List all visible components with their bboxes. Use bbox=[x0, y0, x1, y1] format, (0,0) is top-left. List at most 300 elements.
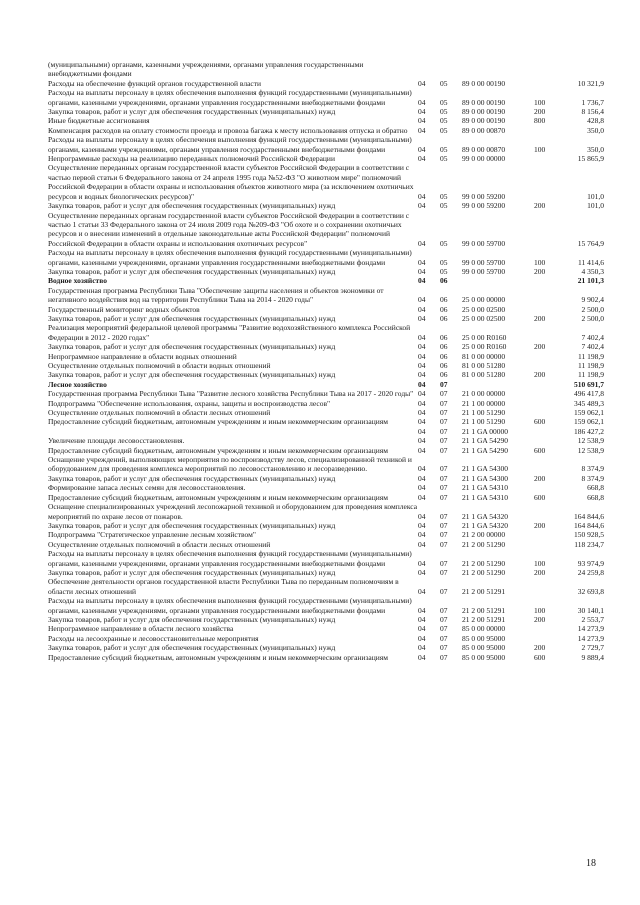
target-article-cell: 21 2 00 51291 bbox=[462, 586, 506, 596]
amount-cell: 11 198,9 bbox=[578, 361, 604, 370]
section-code-cell: 04 bbox=[418, 605, 426, 615]
target-article-cell: 89 0 00 00190 bbox=[462, 107, 506, 117]
target-article-cell: 25 0 00 R0160 bbox=[462, 342, 507, 352]
subsection-code-cell: 05 bbox=[440, 125, 448, 135]
target-article-cell: 99 0 00 59700 bbox=[462, 257, 506, 267]
table-row bbox=[48, 521, 604, 530]
expense-name-cell: Расходы на обеспечение функций органов государственной власти bbox=[48, 78, 262, 88]
expense-type-cell bbox=[534, 389, 560, 398]
table-row bbox=[48, 634, 604, 643]
section-code-cell: 04 bbox=[418, 473, 426, 483]
subsection-code-cell: 05 bbox=[440, 116, 448, 126]
expense-name-cell: Закупка товаров, работ и услуг для обеспечения государственных (муниципальных) нужд bbox=[48, 266, 336, 276]
subsection-code-cell: 07 bbox=[440, 379, 448, 389]
table-row bbox=[48, 342, 604, 351]
subsection-code-cell: 06 bbox=[440, 304, 448, 314]
expense-type-cell bbox=[534, 502, 560, 521]
expense-type-cell: 100 bbox=[534, 257, 546, 267]
section-code-cell: 04 bbox=[418, 266, 426, 276]
expense-name-cell: Закупка товаров, работ и услуг для обеспечения государственных (муниципальных) нужд bbox=[48, 313, 336, 323]
amount-cell: 159 062,1 bbox=[574, 417, 604, 427]
table-row bbox=[48, 455, 604, 474]
table-row bbox=[48, 596, 604, 615]
expense-type-cell bbox=[534, 126, 560, 135]
subsection-code-cell: 07 bbox=[440, 633, 448, 643]
expense-type-cell bbox=[534, 399, 560, 408]
expense-name-cell: Предоставление субсидий бюджетным, автономным учреждениям и иным некоммерческим организациям bbox=[48, 492, 388, 502]
section-code-cell: 04 bbox=[418, 276, 426, 286]
amount-cell: 8 156,4 bbox=[581, 107, 604, 117]
expense-type-cell bbox=[534, 634, 560, 643]
target-article-cell: 99 0 00 59200 bbox=[462, 201, 506, 211]
table-row bbox=[48, 446, 604, 455]
expense-type-cell: 200 bbox=[534, 107, 546, 117]
expense-name-cell: Осуществление отдельных полномочий в области лесных отношений bbox=[48, 539, 271, 549]
amount-cell: 14 273,9 bbox=[577, 624, 604, 634]
table-row bbox=[48, 483, 604, 492]
target-article-cell: 21 1 GA 54300 bbox=[462, 473, 509, 483]
amount-cell: 11 198,9 bbox=[578, 351, 604, 361]
section-code-cell bbox=[418, 60, 440, 79]
expense-type-cell bbox=[534, 305, 560, 314]
section-code-cell: 04 bbox=[418, 464, 426, 474]
expense-name-cell: Формирование запаса лесных семян для лесовосстановления. bbox=[48, 483, 246, 493]
subsection-code-cell: 07 bbox=[440, 417, 448, 427]
section-code-cell: 04 bbox=[418, 483, 426, 493]
amount-cell: 12 538,9 bbox=[577, 436, 604, 446]
amount-cell: 159 062,1 bbox=[574, 408, 604, 418]
amount-cell: 4 350,3 bbox=[581, 266, 604, 276]
table-row bbox=[48, 361, 604, 370]
expense-type-cell: 200 bbox=[534, 614, 546, 624]
subsection-code-cell: 07 bbox=[440, 426, 448, 436]
amount-cell: 8 374,9 bbox=[581, 473, 604, 483]
amount-cell: 14 273,9 bbox=[577, 633, 604, 643]
section-code-cell: 04 bbox=[418, 107, 426, 117]
table-row bbox=[48, 389, 604, 398]
target-article-cell: 21 1 GA 54290 bbox=[462, 436, 509, 446]
subsection-code-cell: 06 bbox=[440, 276, 448, 286]
subsection-code-cell bbox=[440, 60, 462, 79]
expense-type-cell: 200 bbox=[534, 643, 546, 653]
subsection-code-cell: 07 bbox=[440, 652, 448, 662]
section-code-cell: 04 bbox=[418, 257, 426, 267]
amount-cell: 15 865,9 bbox=[577, 154, 604, 164]
expense-name-cell: Закупка товаров, работ и услуг для обеспечения государственных (муниципальных) нужд bbox=[48, 342, 336, 352]
expense-type-cell: 100 bbox=[534, 605, 546, 615]
subsection-code-cell: 07 bbox=[440, 558, 448, 568]
section-code-cell: 04 bbox=[418, 586, 426, 596]
expense-name-cell: Закупка товаров, работ и услуг для обеспечения государственных (муниципальных) нужд bbox=[48, 201, 336, 211]
subsection-code-cell: 05 bbox=[440, 154, 448, 164]
section-code-cell: 04 bbox=[418, 144, 426, 154]
section-code-cell: 04 bbox=[418, 530, 426, 540]
expense-type-cell bbox=[534, 455, 560, 474]
section-code-cell: 04 bbox=[418, 78, 426, 88]
expense-name-cell: (муниципальными) органами, казенными учреждениями, органами управления государственными внебюджетными фондами bbox=[48, 60, 364, 79]
amount-cell: 8 374,9 bbox=[581, 464, 604, 474]
subsection-code-cell: 05 bbox=[440, 266, 448, 276]
table-row bbox=[48, 380, 604, 389]
expense-name-cell: Непрограммные расходы на реализацию переданных полномочий Российской Федерации bbox=[48, 154, 335, 164]
target-article-cell: 21 1 GA 54310 bbox=[462, 492, 509, 502]
amount-cell: 496 417,8 bbox=[574, 389, 604, 399]
expense-type-cell: 200 bbox=[534, 342, 546, 352]
amount-cell: 10 321,9 bbox=[577, 78, 604, 88]
table-row bbox=[48, 436, 604, 445]
target-article-cell: 99 0 00 00000 bbox=[462, 154, 506, 164]
expense-name-cell: Осуществление переданных органам государственной власти субъектов Российской Федерации в соответствии с частью первой статьи 6 Федерального закона от 24 апреля 1995 года №52-ФЗ "О животном мире" полномочий Российской Федерации в области охраны и использования объектов животного мира (за исключением охотничьих ресурсов и водных биологических ресурсов)" bbox=[48, 163, 414, 201]
amount-cell: 12 538,9 bbox=[577, 445, 604, 455]
target-article-cell: 21 0 00 00000 bbox=[462, 389, 506, 399]
target-article-cell: 25 0 00 R0160 bbox=[462, 332, 507, 342]
target-article-cell: 21 1 GA 54290 bbox=[462, 445, 509, 455]
section-code-cell: 04 bbox=[418, 379, 426, 389]
target-article-cell: 99 0 00 59200 bbox=[462, 191, 506, 201]
amount-cell: 7 402,4 bbox=[581, 332, 604, 342]
subsection-code-cell: 07 bbox=[440, 567, 448, 577]
expense-type-cell: 200 bbox=[534, 370, 546, 380]
target-article-cell: 21 1 GA 00000 bbox=[462, 426, 509, 436]
subsection-code-cell: 07 bbox=[440, 520, 448, 530]
expense-name-cell: Закупка товаров, работ и услуг для обеспечения государственных (муниципальных) нужд bbox=[48, 643, 336, 653]
subsection-code-cell: 05 bbox=[440, 107, 448, 117]
table-row bbox=[48, 474, 604, 483]
target-article-cell: 89 0 00 00190 bbox=[462, 78, 506, 88]
expense-name-cell: Государственная программа Республики Тыва "Обеспечение защиты населения и объектов экономики от негативного воздействия вод на территории Республики Тыва на 2014 - 2020 годы" bbox=[48, 285, 384, 305]
table-row bbox=[48, 615, 604, 624]
target-article-cell: 21 1 GA 54320 bbox=[462, 511, 509, 521]
expense-name-cell: Подпрограмма "Обеспечение использования, охраны, защиты и воспроизводства лесов" bbox=[48, 398, 331, 408]
section-code-cell: 04 bbox=[418, 304, 426, 314]
expense-name-cell: Расходы на выплаты персоналу в целях обеспечения выполнения функций государственными (муниципальными) органами, казенными учреждениями, органами управления государственными внебюджетными фондами bbox=[48, 88, 412, 107]
amount-cell: 118 234,7 bbox=[574, 539, 604, 549]
target-article-cell: 21 1 GA 54300 bbox=[462, 464, 509, 474]
table-row bbox=[48, 352, 604, 361]
table-row bbox=[48, 163, 604, 201]
target-article-cell: 99 0 00 59700 bbox=[462, 266, 506, 276]
target-article-cell: 21 2 00 51290 bbox=[462, 539, 506, 549]
subsection-code-cell: 07 bbox=[440, 530, 448, 540]
expense-type-cell bbox=[534, 211, 560, 249]
subsection-code-cell: 05 bbox=[440, 238, 448, 248]
table-row bbox=[48, 116, 604, 125]
expense-name-cell: Предоставление субсидий бюджетным, автономным учреждениям и иным некоммерческим организациям bbox=[48, 417, 388, 427]
section-code-cell: 04 bbox=[418, 295, 426, 305]
section-code-cell: 04 bbox=[418, 520, 426, 530]
expense-type-cell: 200 bbox=[534, 567, 546, 577]
amount-cell: 668,8 bbox=[587, 483, 604, 493]
subsection-code-cell: 06 bbox=[440, 295, 448, 305]
amount-cell: 30 140,1 bbox=[577, 605, 604, 615]
target-article-cell: 21 1 GA 54310 bbox=[462, 483, 509, 493]
amount-cell: 7 402,4 bbox=[581, 342, 604, 352]
target-article-cell: 21 1 GA 54320 bbox=[462, 520, 509, 530]
target-article-cell: 25 0 00 02500 bbox=[462, 304, 506, 314]
expense-name-cell: Закупка товаров, работ и услуг для обеспечения государственных (муниципальных) нужд bbox=[48, 614, 336, 624]
table-row bbox=[48, 577, 604, 596]
expense-name-cell: Расходы на выплаты персоналу в целях обеспечения выполнения функций государственными (муниципальными) органами, казенными учреждениями, органами управления государственными внебюджетными фондами bbox=[48, 549, 412, 568]
subsection-code-cell: 05 bbox=[440, 144, 448, 154]
target-article-cell: 21 1 00 00000 bbox=[462, 398, 506, 408]
amount-cell: 428,8 bbox=[587, 116, 604, 126]
table-row bbox=[48, 88, 604, 107]
amount-cell bbox=[560, 60, 604, 79]
expense-type-cell: 200 bbox=[534, 520, 546, 530]
table-row bbox=[48, 305, 604, 314]
table-row bbox=[48, 417, 604, 426]
expense-name-cell: Непрограммное направление в области водных отношений bbox=[48, 351, 237, 361]
subsection-code-cell: 06 bbox=[440, 351, 448, 361]
section-code-cell: 04 bbox=[418, 492, 426, 502]
amount-cell: 150 928,5 bbox=[574, 530, 604, 540]
expense-type-cell: 100 bbox=[534, 97, 546, 107]
target-article-cell: 89 0 00 00190 bbox=[462, 116, 506, 126]
subsection-code-cell: 07 bbox=[440, 473, 448, 483]
subsection-code-cell: 06 bbox=[440, 342, 448, 352]
expense-type-cell: 100 bbox=[534, 144, 546, 154]
expense-name-cell: Расходы на выплаты персоналу в целях обеспечения выполнения функций государственными (муниципальными) органами, казенными учреждениями, органами управления государственными внебюджетными фондами bbox=[48, 248, 412, 267]
section-code-cell: 04 bbox=[418, 417, 426, 427]
expense-name-cell: Закупка товаров, работ и услуг для обеспечения государственных (муниципальных) нужд bbox=[48, 370, 336, 380]
subsection-code-cell: 06 bbox=[440, 370, 448, 380]
table-row bbox=[48, 568, 604, 577]
expense-name-cell: Подпрограмма "Стратегическое управление лесным хозяйством" bbox=[48, 530, 256, 540]
amount-cell: 93 974,9 bbox=[577, 558, 604, 568]
section-code-cell: 04 bbox=[418, 408, 426, 418]
budget-document bbox=[48, 60, 604, 662]
table-row bbox=[48, 502, 604, 521]
subsection-code-cell: 07 bbox=[440, 511, 448, 521]
expense-type-cell bbox=[534, 60, 560, 79]
expense-name-cell: Предоставление субсидий бюджетным, автономным учреждениям и иным некоммерческим организациям bbox=[48, 652, 388, 662]
section-code-cell: 04 bbox=[418, 342, 426, 352]
expense-name-cell: Закупка товаров, работ и услуг для обеспечения государственных (муниципальных) нужд bbox=[48, 520, 336, 530]
amount-cell: 11 198,9 bbox=[578, 370, 604, 380]
section-code-cell: 04 bbox=[418, 97, 426, 107]
expense-name-cell: Расходы на выплаты персоналу в целях обеспечения выполнения функций государственными (муниципальными) органами, казенными учреждениями, органами управления государственными внебюджетными фондами bbox=[48, 596, 412, 615]
target-article-cell: 21 2 00 51290 bbox=[462, 558, 506, 568]
section-code-cell: 04 bbox=[418, 125, 426, 135]
expense-type-cell bbox=[534, 380, 560, 389]
subsection-code-cell: 07 bbox=[440, 398, 448, 408]
table-row bbox=[48, 399, 604, 408]
section-code-cell: 04 bbox=[418, 191, 426, 201]
expense-name-cell: Водное хозяйство bbox=[48, 276, 107, 286]
table-row bbox=[48, 624, 604, 633]
table-row bbox=[48, 248, 604, 267]
subsection-code-cell: 07 bbox=[440, 614, 448, 624]
amount-cell: 186 427,2 bbox=[574, 426, 604, 436]
section-code-cell: 04 bbox=[418, 361, 426, 370]
expense-name-cell: Непрограммное направление в области лесного хозяйства bbox=[48, 624, 234, 634]
expense-type-cell bbox=[534, 276, 560, 285]
section-code-cell: 04 bbox=[418, 643, 426, 653]
amount-cell: 345 489,3 bbox=[574, 398, 604, 408]
amount-cell: 350,0 bbox=[587, 125, 604, 135]
amount-cell: 32 693,8 bbox=[577, 586, 604, 596]
section-code-cell: 04 bbox=[418, 652, 426, 662]
subsection-code-cell: 07 bbox=[440, 605, 448, 615]
expense-name-cell: Государственный мониторинг водных объектов bbox=[48, 304, 200, 314]
expense-type-cell bbox=[534, 352, 560, 361]
table-row bbox=[48, 427, 604, 436]
expense-name-cell: Осуществление отдельных полномочий в области лесных отношений bbox=[48, 408, 271, 418]
target-article-cell: 85 0 00 00000 bbox=[462, 624, 506, 634]
section-code-cell: 04 bbox=[418, 313, 426, 323]
target-article-cell: 81 0 00 00000 bbox=[462, 351, 506, 361]
amount-cell: 9 902,4 bbox=[581, 295, 604, 305]
section-code-cell: 04 bbox=[418, 539, 426, 549]
amount-cell: 24 259,8 bbox=[577, 567, 604, 577]
expense-name-cell: Реализация мероприятий федеральной целевой программы "Развитие водохозяйственного комплекса Российской Федерации в 2012 - 2020 годах" bbox=[48, 323, 411, 342]
amount-cell: 668,8 bbox=[587, 492, 604, 502]
target-article-cell: 21 2 00 00000 bbox=[462, 530, 506, 540]
expense-name-cell: Расходы на лесоохранные и лесовосстановительные мероприятия bbox=[48, 633, 259, 643]
expense-type-cell bbox=[534, 408, 560, 417]
expense-type-cell: 200 bbox=[534, 313, 546, 323]
expense-type-cell bbox=[534, 530, 560, 539]
subsection-code-cell: 06 bbox=[440, 361, 448, 370]
target-article-cell: 25 0 00 02500 bbox=[462, 313, 506, 323]
subsection-code-cell: 06 bbox=[440, 332, 448, 342]
table-row bbox=[48, 540, 604, 549]
amount-cell: 21 101,3 bbox=[577, 276, 604, 286]
expense-type-cell bbox=[534, 286, 560, 305]
amount-cell: 2 500,0 bbox=[581, 313, 604, 323]
target-article-cell: 25 0 00 00000 bbox=[462, 295, 506, 305]
expense-type-cell bbox=[534, 483, 560, 492]
amount-cell: 15 764,9 bbox=[577, 238, 604, 248]
subsection-code-cell: 07 bbox=[440, 464, 448, 474]
section-code-cell: 04 bbox=[418, 154, 426, 164]
amount-cell: 350,0 bbox=[587, 144, 604, 154]
target-article-cell: 21 2 00 51291 bbox=[462, 605, 506, 615]
expense-type-cell bbox=[534, 427, 560, 436]
expense-name-cell: Предоставление субсидий бюджетным, автономным учреждениям и иным некоммерческим организациям bbox=[48, 445, 388, 455]
expense-name-cell: Государственная программа Республики Тыва "Развитие лесного хозяйства Республики Тыва на 2017 - 2020 годы" bbox=[48, 389, 414, 399]
section-code-cell: 04 bbox=[418, 238, 426, 248]
subsection-code-cell: 05 bbox=[440, 191, 448, 201]
subsection-code-cell: 05 bbox=[440, 257, 448, 267]
amount-cell: 2 500,0 bbox=[581, 304, 604, 314]
page-number: 18 bbox=[586, 858, 596, 869]
section-code-cell: 04 bbox=[418, 614, 426, 624]
table-row bbox=[48, 370, 604, 379]
section-code-cell: 04 bbox=[418, 436, 426, 446]
section-code-cell: 04 bbox=[418, 567, 426, 577]
section-code-cell: 04 bbox=[418, 426, 426, 436]
expense-name-cell: Закупка товаров, работ и услуг для обеспечения государственных (муниципальных) нужд bbox=[48, 567, 336, 577]
amount-cell: 101,0 bbox=[587, 191, 604, 201]
table-row bbox=[48, 79, 604, 88]
subsection-code-cell: 07 bbox=[440, 408, 448, 418]
table-row bbox=[48, 323, 604, 342]
target-article-cell: 85 0 00 95000 bbox=[462, 633, 506, 643]
section-code-cell: 04 bbox=[418, 332, 426, 342]
subsection-code-cell: 07 bbox=[440, 492, 448, 502]
target-article-cell: 89 0 00 00190 bbox=[462, 97, 506, 107]
table-row bbox=[48, 60, 604, 79]
expense-type-cell bbox=[534, 624, 560, 633]
subsection-code-cell: 05 bbox=[440, 97, 448, 107]
expense-type-cell: 200 bbox=[534, 266, 546, 276]
table-row bbox=[48, 549, 604, 568]
table-row bbox=[48, 126, 604, 135]
target-article-cell: 81 0 00 51280 bbox=[462, 361, 506, 370]
expense-name-cell: Закупка товаров, работ и услуг для обеспечения государственных (муниципальных) нужд bbox=[48, 107, 336, 117]
expense-name-cell: Увеличение площади лесовосстановления. bbox=[48, 436, 185, 446]
subsection-code-cell: 07 bbox=[440, 586, 448, 596]
subsection-code-cell: 07 bbox=[440, 483, 448, 493]
table-row bbox=[48, 267, 604, 276]
expense-type-cell bbox=[534, 79, 560, 88]
expense-type-cell: 100 bbox=[534, 558, 546, 568]
target-article-cell: 81 0 00 51280 bbox=[462, 370, 506, 380]
amount-cell: 9 889,4 bbox=[581, 652, 604, 662]
expense-type-cell bbox=[534, 323, 560, 342]
section-code-cell: 04 bbox=[418, 201, 426, 211]
expense-type-cell bbox=[534, 436, 560, 445]
expense-name-cell: Расходы на выплаты персоналу в целях обеспечения выполнения функций государственными (муниципальными) органами, казенными учреждениями, органами управления государственными внебюджетными фондами bbox=[48, 135, 412, 154]
table-row bbox=[48, 135, 604, 154]
table-row bbox=[48, 276, 604, 285]
section-code-cell: 04 bbox=[418, 116, 426, 126]
amount-cell: 2 729,7 bbox=[581, 643, 604, 653]
expense-name-cell: Оснащение учреждений, выполняющих мероприятия по воспроизводству лесов, специализированной техникой и оборудованием для проведения комплекса мероприятий по лесовосстановлению и лесоразведению. bbox=[48, 455, 412, 474]
target-article-cell: 99 0 00 59700 bbox=[462, 238, 506, 248]
table-row bbox=[48, 653, 604, 662]
target-article-cell: 21 1 00 51290 bbox=[462, 417, 506, 427]
expense-name-cell: Закупка товаров, работ и услуг для обеспечения государственных (муниципальных) нужд bbox=[48, 473, 336, 483]
subsection-code-cell: 05 bbox=[440, 201, 448, 211]
expense-type-cell: 600 bbox=[534, 652, 546, 662]
target-article-cell: 21 1 00 51290 bbox=[462, 408, 506, 418]
subsection-code-cell: 06 bbox=[440, 313, 448, 323]
section-code-cell: 04 bbox=[418, 398, 426, 408]
section-code-cell: 04 bbox=[418, 445, 426, 455]
expense-type-cell: 200 bbox=[534, 473, 546, 483]
expense-name-cell bbox=[48, 427, 418, 436]
expense-type-cell: 800 bbox=[534, 116, 546, 126]
expense-type-cell bbox=[534, 361, 560, 370]
target-article-cell: 89 0 00 00870 bbox=[462, 125, 506, 135]
expense-type-cell: 200 bbox=[534, 201, 546, 211]
amount-cell: 11 414,6 bbox=[578, 257, 604, 267]
expense-type-cell: 600 bbox=[534, 417, 546, 427]
target-article-cell: 89 0 00 00870 bbox=[462, 144, 506, 154]
expense-name-cell: Осуществление переданных органам государственной власти субъектов Российской Федерации в соответствии с частью 1 статьи 33 Федерального закона от 24 июля 2009 года №209-ФЗ "Об охоте и о сохранении охотничьих ресурсов и о внесении изменений в отдельные законодательные акты Российской Федерации" полномочий Российской Федерации в области охраны и использования охотничьих ресурсов" bbox=[48, 210, 410, 248]
expense-type-cell bbox=[534, 154, 560, 163]
expense-type-cell bbox=[534, 577, 560, 596]
table-row bbox=[48, 154, 604, 163]
section-code-cell: 04 bbox=[418, 511, 426, 521]
table-row bbox=[48, 107, 604, 116]
target-article-cell bbox=[462, 276, 534, 285]
section-code-cell: 04 bbox=[418, 633, 426, 643]
amount-cell: 2 553,7 bbox=[581, 614, 604, 624]
target-article-cell bbox=[462, 380, 534, 389]
subsection-code-cell: 07 bbox=[440, 624, 448, 634]
amount-cell: 510 691,7 bbox=[574, 379, 604, 389]
subsection-code-cell: 07 bbox=[440, 445, 448, 455]
expense-name-cell: Иные бюджетные ассигнования bbox=[48, 116, 150, 126]
table-row bbox=[48, 493, 604, 502]
table-row bbox=[48, 286, 604, 305]
expense-type-cell bbox=[534, 163, 560, 201]
table-row bbox=[48, 211, 604, 249]
table-row bbox=[48, 408, 604, 417]
